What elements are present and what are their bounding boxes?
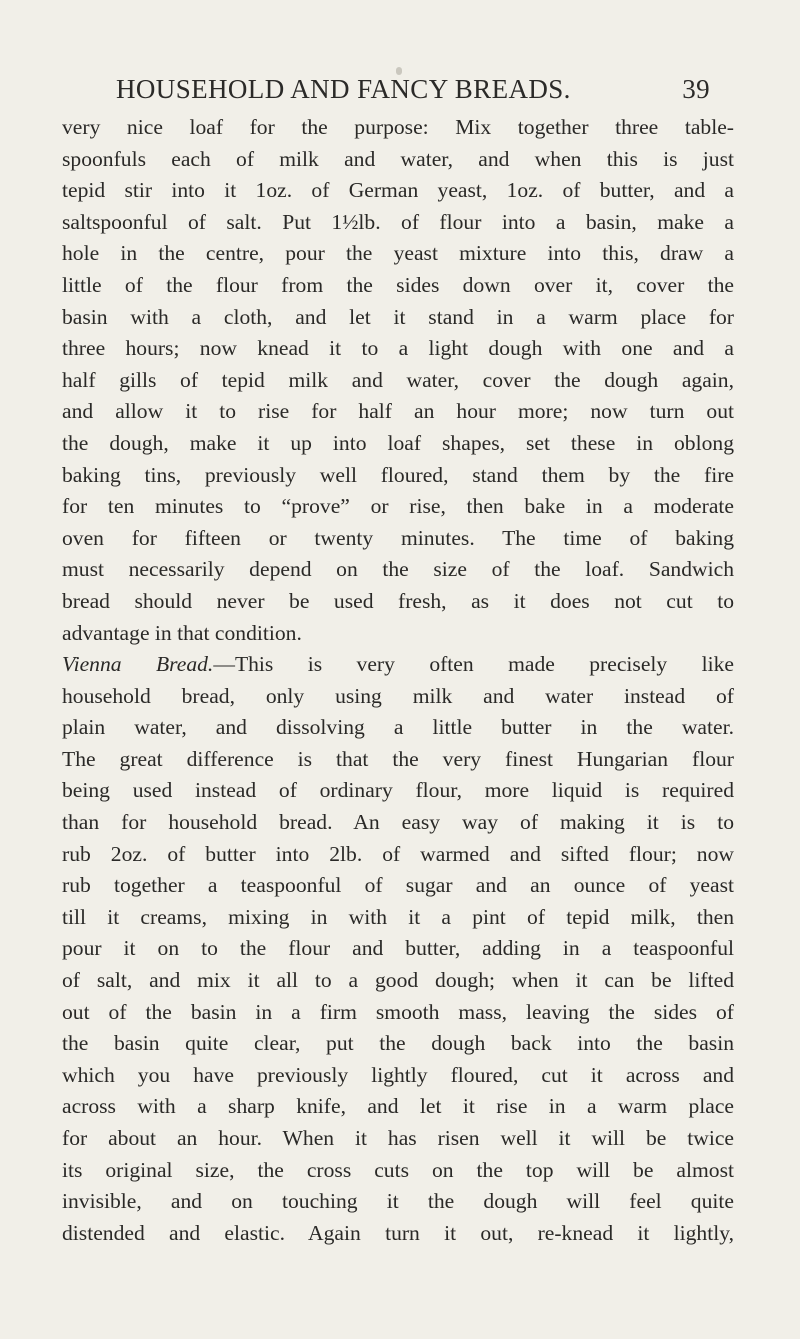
text-line: which you have previously lightly floured, cut it across and bbox=[62, 1062, 734, 1087]
running-head bbox=[116, 74, 710, 114]
text-line: than for household bread. An easy way of making it is to bbox=[62, 810, 734, 835]
text-line: half gills of tepid milk and water, cover the dough again, bbox=[62, 367, 734, 392]
text-line: bread should never be used fresh, as it does not cut to bbox=[62, 588, 734, 613]
text-line: the dough, make it up into loaf shapes, set these in oblong bbox=[62, 430, 734, 455]
text-line: out of the basin in a firm smooth mass, leaving the sides of bbox=[62, 999, 734, 1024]
text-line: The great difference is that the very finest Hungarian flour bbox=[62, 746, 734, 771]
text-line: the basin quite clear, put the dough back into the basin bbox=[62, 1031, 734, 1056]
text-line: household bread, only using milk and water instead of bbox=[62, 683, 734, 708]
text-line: till it creams, mixing in with it a pint of tepid milk, then bbox=[62, 904, 734, 929]
paragraph-start-line bbox=[62, 649, 734, 681]
text-line: oven for fifteen or twenty minutes. The time of baking bbox=[62, 525, 734, 550]
text-line: and allow it to rise for half an hour more; now turn out bbox=[62, 399, 734, 424]
text-line: three hours; now knead it to a light dough with one and a bbox=[62, 336, 734, 361]
text-line: rub 2oz. of butter into 2lb. of warmed and sifted flour; now bbox=[62, 841, 734, 866]
text-line-fragment: —This is very often made precisely like bbox=[213, 652, 734, 677]
text-line: its original size, the cross cuts on the top will be almost bbox=[62, 1157, 734, 1182]
text-line: rub together a teaspoonful of sugar and an ounce of yeast bbox=[62, 873, 734, 898]
text-line: little of the flour from the sides down over it, cover the bbox=[62, 272, 734, 297]
text-line: basin with a cloth, and let it stand in a warm place for bbox=[62, 304, 734, 329]
text-line: being used instead of ordinary flour, more liquid is required bbox=[62, 778, 734, 803]
text-line: distended and elastic. Again turn it out, re-knead it lightly, bbox=[62, 1220, 734, 1245]
text-line: across with a sharp knife, and let it rise in a warm place bbox=[62, 1094, 734, 1119]
text-line: of salt, and mix it all to a good dough; when it can be lifted bbox=[62, 968, 734, 993]
running-head-title: HOUSEHOLD AND FANCY BREADS. bbox=[116, 74, 571, 104]
page-number: 39 bbox=[682, 74, 710, 104]
text-line: for ten minutes to “prove” or rise, then bake in a moderate bbox=[62, 494, 734, 519]
text-line: must necessarily depend on the size of the loaf. Sandwich bbox=[62, 557, 734, 582]
text-line: invisible, and on touching it the dough will feel quite bbox=[62, 1189, 734, 1214]
text-line: hole in the centre, pour the yeast mixture into this, draw a bbox=[62, 241, 734, 266]
text-line: plain water, and dissolving a little butter in the water. bbox=[62, 715, 734, 740]
text-line: baking tins, previously well floured, stand them by the fire bbox=[62, 462, 734, 487]
text-line: very nice loaf for the purpose: Mix together three table- bbox=[62, 115, 734, 139]
text-line: saltspoonful of salt. Put 1½lb. of flour into a basin, make a bbox=[62, 209, 734, 234]
body-text bbox=[62, 112, 734, 1249]
text-line: pour it on to the flour and butter, adding in a teaspoonful bbox=[62, 936, 734, 961]
text-line: for about an hour. When it has risen well it will be twice bbox=[62, 1126, 734, 1150]
text-line: advantage in that condition. bbox=[62, 620, 302, 645]
vienna-bread-heading: Vienna Bread. bbox=[62, 652, 214, 677]
text-line: tepid stir into it 1oz. of German yeast, 1oz. of butter, and a bbox=[62, 178, 734, 203]
text-line: spoonfuls each of milk and water, and when this is just bbox=[62, 146, 734, 171]
